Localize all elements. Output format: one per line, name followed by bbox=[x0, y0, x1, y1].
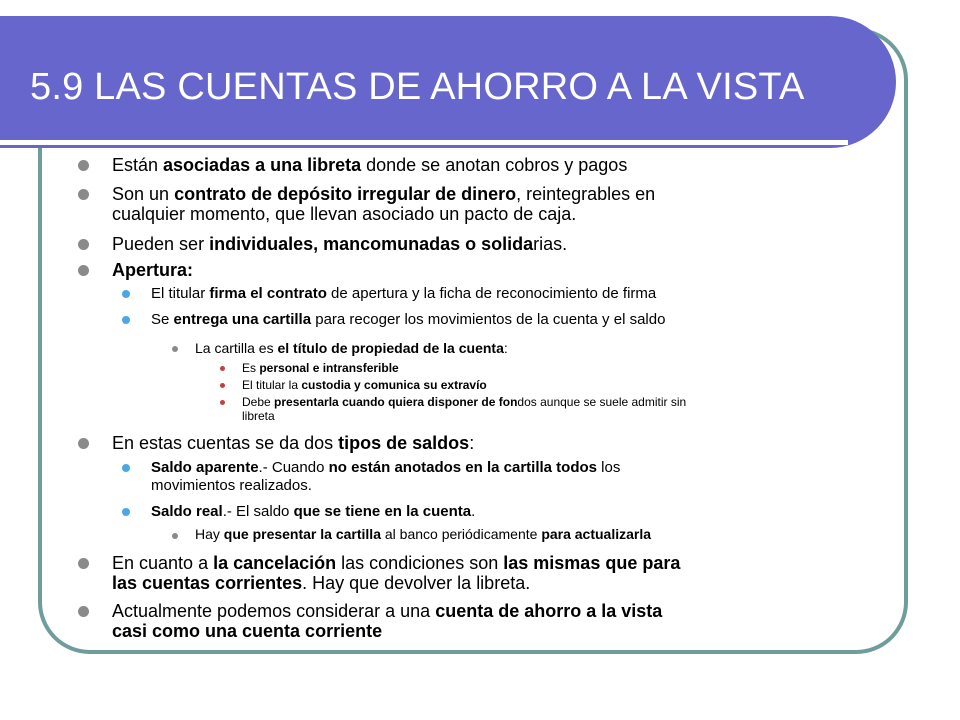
bullet-dot bbox=[78, 265, 89, 276]
bullet-dot bbox=[220, 383, 225, 388]
bullet-text: Debe presentarla cuando quiera disponer de fondos aunque se suele admitir sin bbox=[242, 395, 687, 409]
bullet-dot bbox=[172, 346, 178, 352]
bullet-text: El titular firma el contrato de apertura y la ficha de reconocimiento de firma bbox=[151, 285, 657, 302]
bullet-text: Apertura: bbox=[112, 260, 194, 280]
bullet-text: Están asociadas a una libreta donde se anotan cobros y pagos bbox=[112, 155, 628, 175]
bullet-dot bbox=[78, 239, 89, 250]
bullet-text-line2: libreta bbox=[242, 409, 275, 423]
bullet-text: Actualmente podemos considerar a una cuenta de ahorro a la vista bbox=[112, 601, 663, 621]
bullet-text: En estas cuentas se da dos tipos de saldos: bbox=[112, 433, 475, 453]
bullet-dot bbox=[220, 400, 225, 405]
bullet-dot bbox=[220, 366, 225, 371]
bullet-text-line2: movimientos realizados. bbox=[151, 477, 312, 494]
bullet-text: Se entrega una cartilla para recoger los movimientos de la cuenta y el saldo bbox=[151, 311, 666, 328]
bullet-text: En cuanto a la cancelación las condiciones son las mismas que para bbox=[112, 553, 681, 573]
bullet-text: Saldo real.- El saldo que se tiene en la cuenta. bbox=[151, 503, 476, 520]
bullet-text-line2: casi como una cuenta corriente bbox=[112, 621, 383, 641]
slide-title: 5.9 LAS CUENTAS DE AHORRO A LA VISTA bbox=[30, 66, 805, 108]
bullet-text: Hay que presentar la cartilla al banco periódicamente para actualizarla bbox=[195, 526, 652, 542]
bullet-dot bbox=[172, 533, 178, 539]
bullet-text: La cartilla es el título de propiedad de la cuenta: bbox=[195, 340, 508, 356]
bullet-text: Saldo aparente.- Cuando no están anotados en la cartilla todos los bbox=[151, 459, 621, 476]
bullet-text: El titular la custodia y comunica su extravío bbox=[242, 378, 487, 392]
bullet-dot bbox=[78, 438, 89, 449]
bullet-text-line2: cualquier momento, que llevan asociado un pacto de caja. bbox=[112, 204, 577, 224]
bullet-text: Pueden ser individuales, mancomunadas o solidarias. bbox=[112, 234, 568, 254]
bullet-dot bbox=[122, 464, 130, 472]
bullet-text-line2: las cuentas corrientes. Hay que devolver la libreta. bbox=[112, 573, 531, 593]
bullet-dot bbox=[78, 606, 89, 617]
bullet-text: Son un contrato de depósito irregular de dinero, reintegrables en bbox=[112, 184, 656, 204]
bullet-dot bbox=[122, 290, 130, 298]
bullet-dot bbox=[122, 316, 130, 324]
bullet-text: Es personal e intransferible bbox=[242, 361, 399, 375]
bullet-dot bbox=[78, 189, 89, 200]
bullet-dot bbox=[78, 558, 89, 569]
bullet-dot bbox=[78, 160, 89, 171]
bullet-dot bbox=[122, 508, 130, 516]
